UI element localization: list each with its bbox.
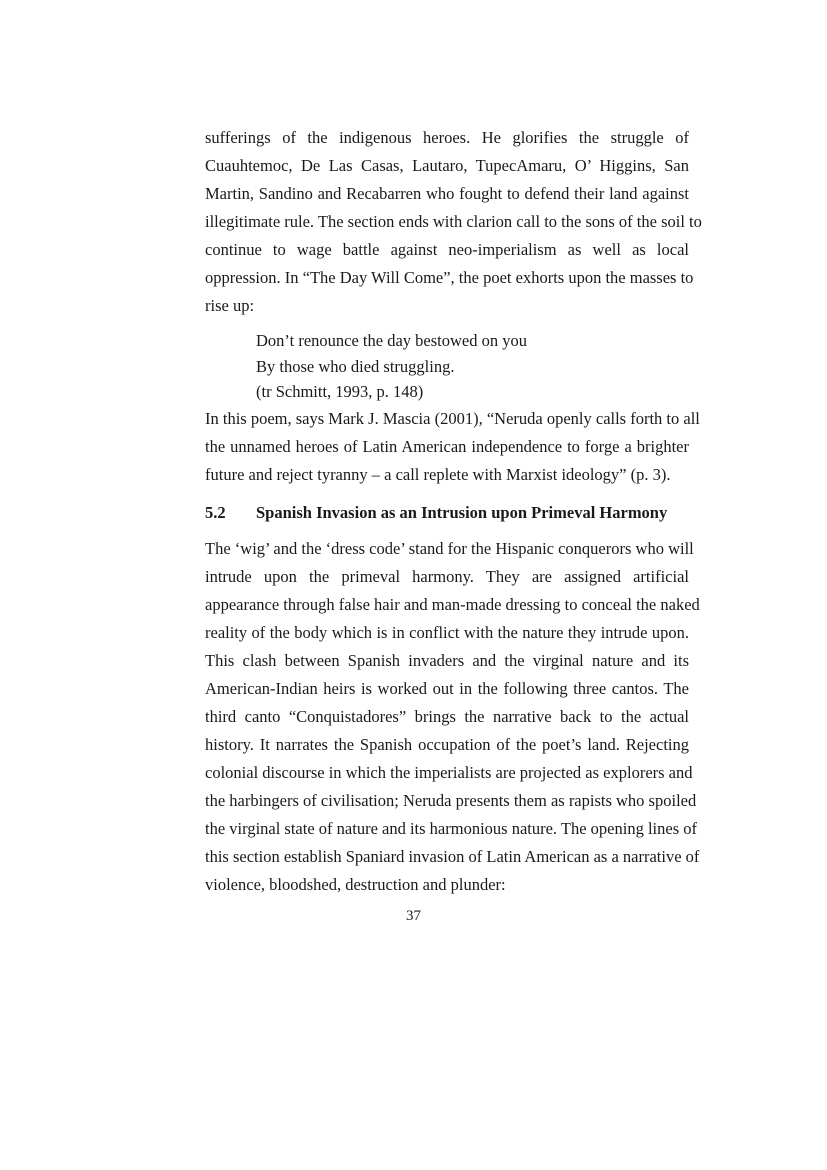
paragraph-1-line: illegitimate rule. The section ends with clarion call to the sons of the soil to bbox=[205, 212, 702, 231]
paragraph-3-line: this section establish Spaniard invasion of Latin American as a narrative of bbox=[205, 847, 700, 866]
paragraph-3-line: violence, bloodshed, destruction and plunder: bbox=[205, 875, 506, 894]
paragraph-2-line: future and reject tyranny – a call replete with Marxist ideology” (p. 3). bbox=[205, 465, 671, 484]
paragraph-2-line: the unnamed heroes of Latin American independence to forge a brighter bbox=[205, 437, 689, 456]
paragraph-1-line: sufferings of the indigenous heroes. He glorifies the struggle of bbox=[205, 128, 689, 147]
paragraph-1-line: Martin, Sandino and Recabarren who fought to defend their land against bbox=[205, 184, 689, 203]
quote-line: Don’t renounce the day bestowed on you bbox=[256, 331, 527, 350]
paragraph-3-line: American-Indian heirs is worked out in the following three cantos. The bbox=[205, 679, 689, 698]
paragraph-3-line: colonial discourse in which the imperialists are projected as explorers and bbox=[205, 763, 693, 782]
paragraph-3-line: This clash between Spanish invaders and the virginal nature and its bbox=[205, 651, 689, 670]
paragraph-3-line: history. It narrates the Spanish occupation of the poet’s land. Rejecting bbox=[205, 735, 689, 754]
paragraph-1-line: rise up: bbox=[205, 296, 255, 315]
paragraph-3-line: appearance through false hair and man-made dressing to conceal the naked bbox=[205, 595, 700, 614]
paragraph-3-line: the harbingers of civilisation; Neruda presents them as rapists who spoiled bbox=[205, 791, 697, 810]
paragraph-3-line: third canto “Conquistadores” brings the narrative back to the actual bbox=[205, 707, 689, 726]
paragraph-1-line: continue to wage battle against neo-imperialism as well as local bbox=[205, 240, 689, 259]
paragraph-3-line: intrude upon the primeval harmony. They are assigned artificial bbox=[205, 567, 689, 586]
paragraph-3-line: the virginal state of nature and its harmonious nature. The opening lines of bbox=[205, 819, 697, 838]
section-number: 5.2 bbox=[205, 503, 226, 522]
paragraph-3-line: The ‘wig’ and the ‘dress code’ stand for the Hispanic conquerors who will bbox=[205, 539, 694, 558]
quote-line: By those who died struggling. bbox=[256, 357, 455, 376]
page-number: 37 bbox=[406, 908, 421, 924]
paragraph-1-line: oppression. In “The Day Will Come”, the poet exhorts upon the masses to bbox=[205, 268, 694, 287]
quote-citation: (tr Schmitt, 1993, p. 148) bbox=[256, 382, 424, 401]
section-title: Spanish Invasion as an Intrusion upon Primeval Harmony bbox=[256, 503, 668, 522]
paragraph-2-line: In this poem, says Mark J. Mascia (2001), “Neruda openly calls forth to all bbox=[205, 409, 700, 428]
paragraph-1-line: Cuauhtemoc, De Las Casas, Lautaro, TupecAmaru, O’ Higgins, San bbox=[205, 156, 689, 175]
paragraph-3-line: reality of the body which is in conflict with the nature they intrude upon. bbox=[205, 623, 689, 642]
